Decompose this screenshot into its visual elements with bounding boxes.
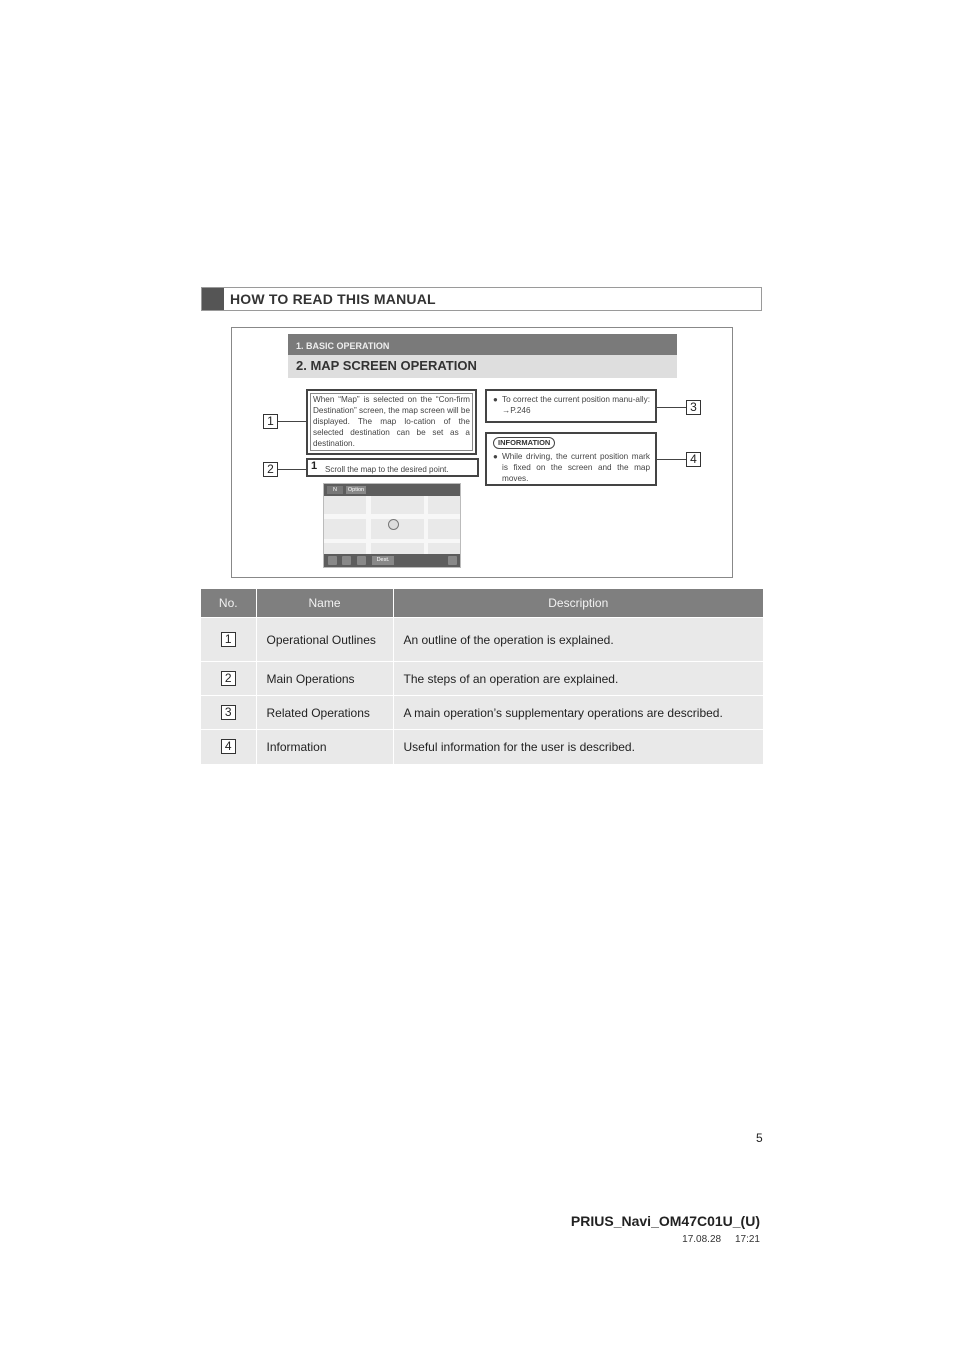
row-description: A main operation’s supplementary operations are described. — [393, 696, 763, 730]
table-row — [201, 662, 763, 696]
sample-step-text: Scroll the map to the desired point. — [325, 465, 449, 474]
map-menu-icon — [448, 556, 457, 565]
legend-table — [201, 589, 763, 764]
sample-section-band — [288, 355, 677, 378]
row-number: 3 — [221, 705, 236, 720]
bullet-icon: ● — [493, 452, 498, 461]
row-number: 2 — [221, 671, 236, 686]
map-top-bar — [324, 484, 460, 496]
map-zoom-icon — [357, 556, 366, 565]
sample-main-operation-box — [306, 458, 479, 477]
document-code: PRIUS_Navi_OM47C01U_(U) — [570, 1213, 760, 1229]
sample-outline-text: When “Map” is selected on the “Con-firm Destination” screen, the map screen will be displayed. The map lo-cation of the selected destination can be set as a destination. — [313, 395, 470, 448]
row-description: Useful information for the user is described. — [393, 730, 763, 764]
sample-step-number: 1 — [311, 460, 318, 472]
callout-number-1: 1 — [263, 414, 278, 429]
row-number: 4 — [221, 739, 236, 754]
map-dest-button: Dest. — [372, 556, 394, 565]
row-description: An outline of the operation is explained. — [393, 618, 763, 662]
sample-related-box — [485, 389, 657, 423]
table-row — [201, 618, 763, 662]
map-north-button: N — [327, 486, 343, 494]
sample-section-title: 2. MAP SCREEN OPERATION — [296, 358, 477, 373]
map-position-cursor-icon — [388, 519, 399, 530]
callout-number-4: 4 — [686, 452, 701, 467]
header-bar — [202, 288, 224, 310]
sample-chapter-label: 1. BASIC OPERATION — [296, 341, 390, 351]
callout-connector-1 — [278, 421, 306, 422]
map-zoom-icon — [328, 556, 337, 565]
info-label: INFORMATION — [493, 437, 555, 449]
document-timestamp: 17.08.28 17:21 — [682, 1234, 760, 1245]
row-description: The steps of an operation are explained. — [393, 662, 763, 696]
page-number: 5 — [756, 1131, 763, 1145]
table-row — [201, 730, 763, 764]
row-name: Related Operations — [256, 696, 393, 730]
callout-connector-4 — [657, 459, 686, 460]
sample-outline-box — [306, 389, 477, 455]
table-row — [201, 696, 763, 730]
table-header-row — [201, 589, 763, 618]
column-header-no: No. — [201, 589, 256, 618]
sample-info-box — [485, 432, 657, 486]
row-number: 1 — [221, 632, 236, 647]
callout-connector-3 — [657, 407, 686, 408]
sample-info-text: While driving, the current position mark is fixed on the screen and the map moves. — [502, 452, 650, 483]
map-option-button: Option — [347, 487, 365, 493]
bullet-icon: ● — [493, 395, 498, 404]
map-road — [366, 496, 371, 556]
row-name: Information — [256, 730, 393, 764]
callout-number-2: 2 — [263, 462, 278, 477]
section-header — [201, 287, 762, 311]
map-road — [324, 539, 461, 543]
callout-number-3: 3 — [686, 400, 701, 415]
sample-chapter-band — [288, 334, 677, 355]
map-road — [424, 496, 428, 556]
column-header-name: Name — [256, 589, 393, 618]
column-header-description: Description — [393, 589, 763, 618]
sample-related-text: To correct the current position manu-ally: →P.246 — [502, 395, 650, 415]
map-zoom-icon — [342, 556, 351, 565]
row-name: Main Operations — [256, 662, 393, 696]
row-name: Operational Outlines — [256, 618, 393, 662]
section-title: HOW TO READ THIS MANUAL — [230, 291, 436, 307]
callout-connector-2 — [278, 469, 306, 470]
sample-map-thumbnail — [323, 483, 461, 568]
